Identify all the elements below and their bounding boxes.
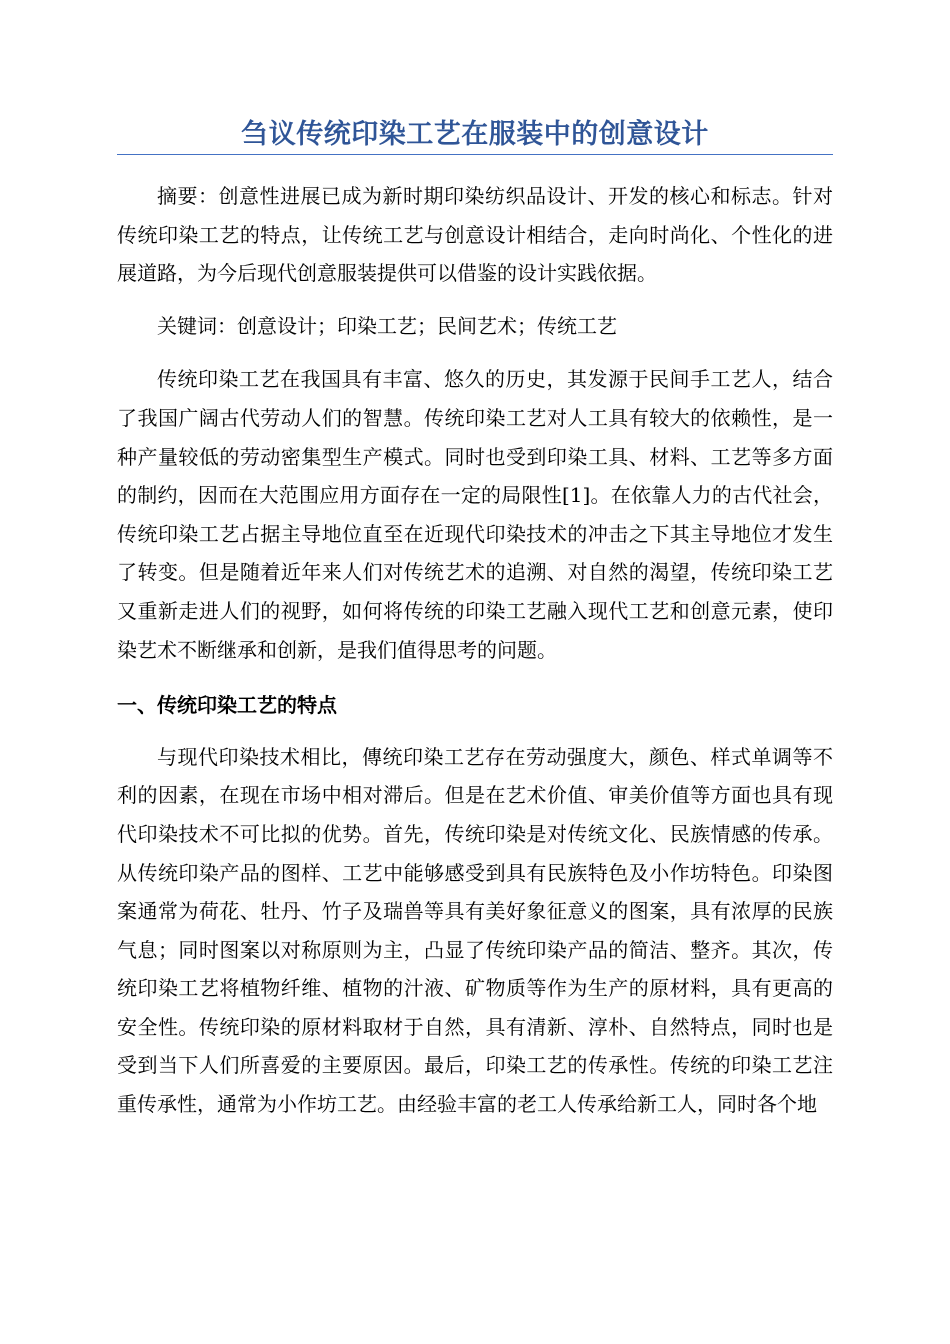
document-page bbox=[117, 0, 833, 1124]
section-1-paragraph: 与现代印染技术相比，傳统印染工艺存在劳动强度大，颜色、样式单调等不利的因素，在现在市场中相对滞后。但是在艺术价值、审美价值等方面也具有现代印染技术不可比拟的优势。首先，传统印染是对传统文化、民族情感的传承。从传统印染产品的图样、工艺中能够感受到具有民族特色及小作坊特色。印染图案通常为荷花、牡丹、竹子及瑞兽等具有美好象征意义的图案，具有浓厚的民族气息；同时图案以对称原则为主，凸显了传统印染产品的简洁、整齐。其次，传统印染工艺将植物纤维、植物的汁液、矿物质等作为生产的原材料，具有更高的安全性。传统印染的原材料取材于自然，具有清新、淳朴、自然特点，同时也是受到当下人们所喜爱的主要原因。最后，印染工艺的传承性。传统的印染工艺注重传承性，通常为小作坊工艺。由经验丰富的老工人传承给新工人，同时各个地 bbox=[117, 744, 833, 1117]
abstract-paragraph: 摘要：创意性进展已成为新时期印染纺织品设计、开发的核心和标志。针对传统印染工艺的特点，让传统工艺与创意设计相结合，走向时尚化、个性化的进展道路，为今后现代创意服装提供可以借鉴的设计实践依据。 bbox=[117, 184, 833, 286]
intro-paragraph: 传统印染工艺在我国具有丰富、悠久的历史，其发源于民间手工艺人，结合了我国广阔古代劳动人们的智慧。传统印染工艺对人工具有较大的依赖性，是一种产量较低的劳动密集型生产模式。同时也受到印染工具、材料、工艺等多方面的制约，因而在大范围应用方面存在一定的局限性[1]。在依靠人力的古代社会，传统印染工艺占据主导地位直至在近现代印染技术的冲击之下其主导地位才发生了转变。但是随着近年来人们对传统艺术的追溯、对自然的渴望，传统印染工艺又重新走进人们的视野，如何将传统的印染工艺融入现代工艺和创意元素，使印染艺术不断继承和创新，是我们值得思考的问题。 bbox=[117, 367, 833, 662]
document-title: 刍议传统印染工艺在服装中的创意设计 bbox=[117, 118, 833, 155]
keywords-paragraph: 关键词：创意设计；印染工艺；民间艺术；传统工艺 bbox=[157, 313, 617, 338]
section-heading-1: 一、传统印染工艺的特点 bbox=[117, 693, 337, 718]
